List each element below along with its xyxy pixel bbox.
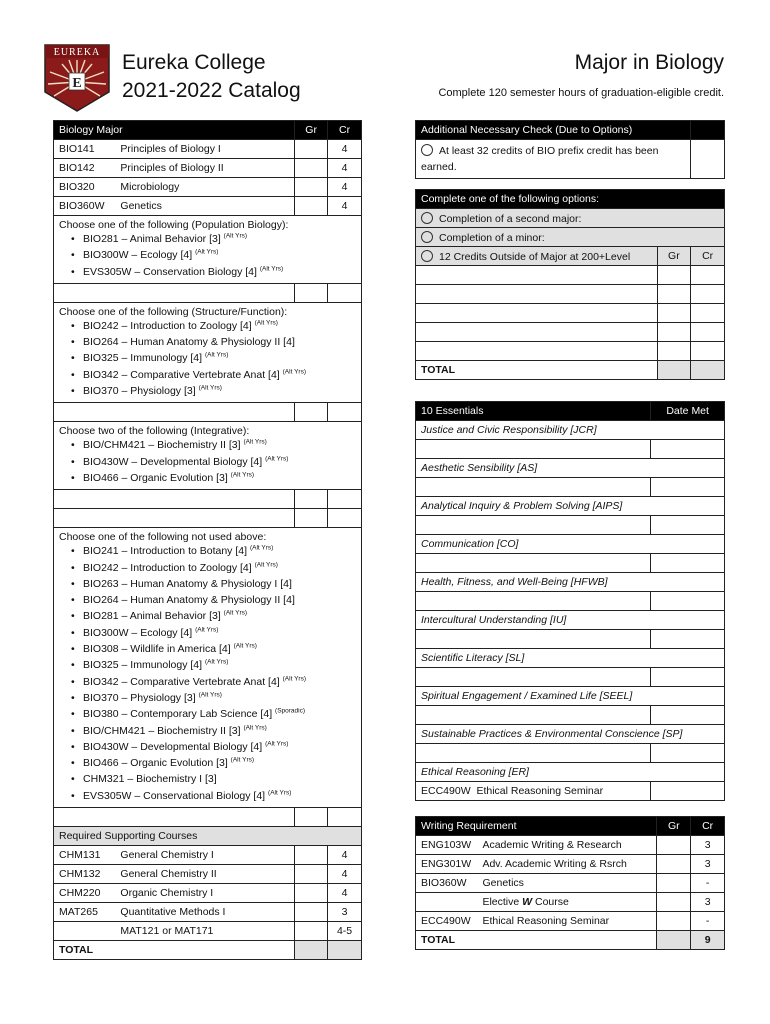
total-label: TOTAL (416, 931, 657, 950)
course-entry[interactable] (54, 509, 295, 528)
entry-row (54, 509, 362, 528)
course-code: ECC490W (416, 912, 478, 931)
essential-row (416, 611, 725, 630)
choice-item: • BIO281 – Animal Behavior [3] $^{(Alt Yrs)}$ (59, 608, 356, 624)
choice-item: • BIO264 – Human Anatomy & Physiology II [4] (59, 334, 356, 350)
course-row (416, 893, 725, 912)
credit-cell[interactable] (691, 266, 725, 285)
essential-label: Intercultural Understanding [IU] (416, 611, 725, 630)
choice-group (54, 216, 362, 284)
grade-cell[interactable] (295, 846, 328, 865)
credit-cell: 4-5 (328, 922, 362, 941)
course-name: Elective W Course (477, 893, 656, 912)
grade-cell[interactable] (295, 283, 328, 302)
grade-cell[interactable] (657, 285, 691, 304)
course-entry[interactable] (416, 285, 658, 304)
choice-list (59, 231, 356, 280)
supporting-header (54, 827, 362, 846)
date-met-cell[interactable] (651, 706, 725, 725)
biology-major-header (54, 121, 362, 140)
course-name: General Chemistry I (115, 846, 294, 865)
course-name: Ethical Reasoning Seminar (476, 785, 604, 797)
biology-major-table (53, 120, 362, 960)
choice-item: • BIO430W – Developmental Biology [4] $^{(Alt Yrs)}$ (59, 454, 356, 470)
major-subtitle: Complete 120 semester hours of graduation-eligible credit. (438, 87, 724, 99)
credit-cell[interactable] (328, 808, 362, 827)
choice-item: • BIO308 – Wildlife in America [4] $^{(Alt Yrs)}$ (59, 641, 356, 657)
credit-cell[interactable] (691, 285, 725, 304)
choice-item: • EVS305W – Conservation Biology [4] $^{(Alt Yrs)}$ (59, 264, 356, 280)
credit-cell[interactable] (328, 509, 362, 528)
essential-label: Aesthetic Sensibility [AS] (416, 459, 725, 478)
choice-item: • BIO263 – Human Anatomy & Physiology I [4] (59, 576, 356, 592)
date-met-cell[interactable] (651, 516, 725, 535)
radio-icon[interactable] (421, 250, 433, 262)
svg-text:EUREKA: EUREKA (53, 47, 101, 58)
entry-row (54, 403, 362, 422)
option-12-credits[interactable]: 12 Credits Outside of Major at 200+Level (416, 247, 658, 266)
grade-cell[interactable] (295, 865, 328, 884)
choice-heading: Choose one of the following (Population Biology): (59, 219, 289, 231)
choice-item: • BIO281 – Animal Behavior [3] $^{(Alt Yrs)}$ (59, 231, 356, 247)
choice-item: • BIO/CHM421 – Biochemistry II [3] $^{(Alt Yrs)}$ (59, 723, 356, 739)
radio-icon[interactable] (421, 212, 433, 224)
entry-row (54, 808, 362, 827)
credit-cell[interactable] (328, 490, 362, 509)
grade-cell[interactable] (295, 509, 328, 528)
date-met-cell[interactable] (651, 630, 725, 649)
grade-cell[interactable] (295, 159, 328, 178)
choice-item: • BIO380 – Contemporary Lab Science [4] $^{(Sporadic)}$ (59, 706, 356, 722)
credit-cell: - (691, 874, 725, 893)
choice-item: • BIO242 – Introduction to Zoology [4] $^{(Alt Yrs)}$ (59, 318, 356, 334)
entry-row (54, 283, 362, 302)
cr-header: Cr (328, 121, 362, 140)
choice-item: • BIO370 – Physiology [3] $^{(Alt Yrs)}$ (59, 690, 356, 706)
essential-row (416, 421, 725, 440)
option-row (416, 247, 725, 266)
entry-row (416, 323, 725, 342)
course-name: Principles of Biology II (115, 159, 294, 178)
grade-cell[interactable] (295, 197, 328, 216)
option-row (416, 228, 725, 247)
choice-item: • BIO466 – Organic Evolution [3] $^{(Alt Yrs)}$ (59, 470, 356, 486)
choice-item: • BIO325 – Immunology [4] $^{(Alt Yrs)}$ (59, 657, 356, 673)
date-met-cell[interactable] (651, 440, 725, 459)
course-row (416, 855, 725, 874)
course-code: BIO320 (54, 178, 116, 197)
option-row (416, 209, 725, 228)
total-label: TOTAL (416, 361, 658, 380)
credit-cell[interactable] (691, 304, 725, 323)
date-met-header: Date Met (651, 402, 725, 421)
grade-cell[interactable] (295, 140, 328, 159)
total-row (416, 361, 725, 380)
course-row (54, 140, 362, 159)
major-title: Major in Biology (574, 51, 724, 74)
course-code: BIO360W (54, 197, 116, 216)
course-code: BIO360W (416, 874, 478, 893)
choice-item: • BIO300W – Ecology [4] $^{(Alt Yrs)}$ (59, 247, 356, 263)
choice-item: • BIO342 – Comparative Vertebrate Anat [4] $^{(Alt Yrs)}$ (59, 367, 356, 383)
date-met-cell[interactable] (651, 554, 725, 573)
grade-cell[interactable] (657, 836, 691, 855)
course-row (54, 178, 362, 197)
choice-item: • BIO300W – Ecology [4] $^{(Alt Yrs)}$ (59, 625, 356, 641)
entry-row (416, 304, 725, 323)
course-code (54, 922, 116, 941)
course-code (416, 893, 478, 912)
essential-row (416, 725, 725, 744)
course-row (54, 197, 362, 216)
radio-icon[interactable] (421, 231, 433, 243)
grade-cell[interactable] (657, 323, 691, 342)
grade-cell[interactable] (657, 342, 691, 361)
options-title: Complete one of the following options: (416, 190, 725, 209)
credit-cell[interactable] (328, 283, 362, 302)
essential-row (416, 497, 725, 516)
essentials-title: 10 Essentials (416, 402, 651, 421)
entry-row (54, 490, 362, 509)
date-met-cell[interactable] (651, 782, 725, 801)
course-code: ENG301W (416, 855, 478, 874)
course-code: ECC490W (421, 785, 471, 797)
gr-header: Gr (657, 247, 691, 266)
course-name: Genetics (115, 197, 294, 216)
credit-cell: 3 (691, 855, 725, 874)
catalog-year: 2021-2022 Catalog (122, 79, 301, 102)
essential-label: Health, Fitness, and Well-Being [HFWB] (416, 573, 725, 592)
credit-cell: 4 (328, 846, 362, 865)
choice-item: • BIO466 – Organic Evolution [3] $^{(Alt Yrs)}$ (59, 755, 356, 771)
essential-row (416, 687, 725, 706)
course-row (416, 912, 725, 931)
radio-icon[interactable] (421, 144, 433, 156)
choice-item: • BIO370 – Physiology [3] $^{(Alt Yrs)}$ (59, 383, 356, 399)
course-row (416, 874, 725, 893)
essentials-table (415, 401, 725, 801)
choice-group (54, 302, 362, 402)
course-name: MAT121 or MAT171 (115, 922, 294, 941)
choice-group (54, 422, 362, 490)
course-entry[interactable] (416, 323, 658, 342)
course-row (54, 922, 362, 941)
essential-label: Ethical Reasoning [ER] (416, 763, 725, 782)
biology-major-title: Biology Major (54, 121, 295, 140)
options-table (415, 189, 725, 380)
choice-item: • BIO264 – Human Anatomy & Physiology II [4] (59, 592, 356, 608)
choice-list (59, 437, 356, 486)
course-row (54, 903, 362, 922)
total-row (416, 931, 725, 950)
essential-row (416, 649, 725, 668)
total-label: TOTAL (54, 941, 295, 960)
course-entry[interactable] (54, 283, 295, 302)
essential-label: Scientific Literacy [SL] (416, 649, 725, 668)
credit-cell: 4 (328, 197, 362, 216)
date-met-cell[interactable] (651, 668, 725, 687)
course-code: BIO141 (54, 140, 116, 159)
svg-text:E: E (72, 76, 82, 91)
course-entry[interactable] (54, 490, 295, 509)
credit-cell[interactable] (691, 342, 725, 361)
grade-cell[interactable] (657, 304, 691, 323)
choice-item: • CHM321 – Biochemistry I [3] (59, 771, 356, 787)
course-name: Microbiology (115, 178, 294, 197)
course-entry[interactable] (54, 403, 295, 422)
course-row (54, 846, 362, 865)
choice-heading: Choose one of the following (Structure/Function): (59, 305, 288, 318)
supporting-title: Required Supporting Courses (54, 827, 362, 846)
essential-label: Communication [CO] (416, 535, 725, 554)
date-met-cell[interactable] (651, 478, 725, 497)
essential-row (416, 535, 725, 554)
credit-cell: 3 (328, 903, 362, 922)
grade-cell[interactable] (295, 922, 328, 941)
grade-cell[interactable] (657, 874, 691, 893)
additional-check-title: Additional Necessary Check (Due to Options) (416, 121, 691, 140)
course-row (54, 865, 362, 884)
course-name: Quantitative Methods I (115, 903, 294, 922)
course-entry[interactable] (54, 808, 295, 827)
course-row (54, 884, 362, 903)
gr-header: Gr (657, 817, 691, 836)
course-row (54, 159, 362, 178)
credit-cell[interactable] (328, 403, 362, 422)
essential-label: Analytical Inquiry & Problem Solving [AIPS] (416, 497, 725, 516)
choice-group (54, 528, 362, 808)
date-met-cell[interactable] (651, 744, 725, 763)
credit-cell: 3 (691, 836, 725, 855)
college-name: Eureka College (122, 51, 266, 74)
entry-row (416, 342, 725, 361)
eureka-college-logo (44, 44, 110, 112)
course-code: CHM220 (54, 884, 116, 903)
essential-label: Sustainable Practices & Environmental Conscience [SP] (416, 725, 725, 744)
total-credits: 9 (691, 931, 725, 950)
choice-item: • BIO242 – Introduction to Zoology [4] $^{(Alt Yrs)}$ (59, 560, 356, 576)
credit-cell: 4 (328, 140, 362, 159)
course-entry[interactable] (416, 266, 658, 285)
credit-cell: - (691, 912, 725, 931)
course-name: General Chemistry II (115, 865, 294, 884)
course-code: BIO142 (54, 159, 116, 178)
choice-heading: Choose two of the following (Integrative): (59, 425, 250, 438)
choice-item: • EVS305W – Conservational Biology [4] $^{(Alt Yrs)}$ (59, 788, 356, 804)
choice-item: • BIO/CHM421 – Biochemistry II [3] $^{(Alt Yrs)}$ (59, 437, 356, 453)
course-name: Principles of Biology I (115, 140, 294, 159)
grade-cell[interactable] (295, 808, 328, 827)
cr-header: Cr (691, 817, 725, 836)
option-second-major[interactable]: Completion of a second major: (416, 209, 725, 228)
choice-item: • BIO342 – Comparative Vertebrate Anat [4] $^{(Alt Yrs)}$ (59, 674, 356, 690)
grade-cell[interactable] (295, 884, 328, 903)
course-entry[interactable] (416, 342, 658, 361)
credit-cell: 3 (691, 893, 725, 912)
choice-list (59, 318, 356, 399)
choice-list (59, 543, 356, 804)
choice-item: • BIO241 – Introduction to Botany [4] $^{(Alt Yrs)}$ (59, 543, 356, 559)
choice-heading: Choose one of the following not used above: (59, 531, 267, 544)
essential-course-row (416, 782, 725, 801)
entry-row (416, 285, 725, 304)
option-minor[interactable]: Completion of a minor: (416, 228, 725, 247)
essential-row (416, 459, 725, 478)
course-code: CHM131 (54, 846, 116, 865)
course-entry[interactable] (416, 304, 658, 323)
cr-header: Cr (691, 247, 725, 266)
essential-label: Spiritual Engagement / Examined Life [SEEL] (416, 687, 725, 706)
grade-cell[interactable] (295, 178, 328, 197)
grade-cell[interactable] (657, 855, 691, 874)
course-name: Ethical Reasoning Seminar (477, 912, 656, 931)
grade-cell[interactable] (295, 403, 328, 422)
essential-row (416, 573, 725, 592)
course-code: CHM132 (54, 865, 116, 884)
course-row (416, 836, 725, 855)
credit-cell: 4 (328, 865, 362, 884)
total-credits[interactable] (328, 941, 362, 960)
course-code: ENG103W (416, 836, 478, 855)
total-row (54, 941, 362, 960)
grade-cell[interactable] (295, 490, 328, 509)
choice-item: • BIO430W – Developmental Biology [4] $^{(Alt Yrs)}$ (59, 739, 356, 755)
course-name: Adv. Academic Writing & Rsrch (477, 855, 656, 874)
entry-row (416, 266, 725, 285)
grade-cell[interactable] (657, 893, 691, 912)
course-code: MAT265 (54, 903, 116, 922)
credit-cell: 4 (328, 159, 362, 178)
writing-requirement-table (415, 816, 725, 950)
course-name: Organic Chemistry I (115, 884, 294, 903)
additional-check-table (415, 120, 725, 179)
essential-label: Justice and Civic Responsibility [JCR] (416, 421, 725, 440)
writing-title: Writing Requirement (416, 817, 657, 836)
credit-cell: 4 (328, 884, 362, 903)
essential-row (416, 763, 725, 782)
bio-credit-check[interactable]: At least 32 credits of BIO prefix credit has been earned. (416, 140, 691, 179)
total-credits[interactable] (691, 361, 725, 380)
grade-cell[interactable] (657, 266, 691, 285)
grade-cell[interactable] (657, 912, 691, 931)
credit-cell: 4 (328, 178, 362, 197)
course-name: Academic Writing & Research (477, 836, 656, 855)
date-met-cell[interactable] (651, 592, 725, 611)
gr-header: Gr (295, 121, 328, 140)
choice-item: • BIO325 – Immunology [4] $^{(Alt Yrs)}$ (59, 350, 356, 366)
grade-cell[interactable] (295, 903, 328, 922)
course-name: Genetics (477, 874, 656, 893)
credit-cell[interactable] (691, 323, 725, 342)
